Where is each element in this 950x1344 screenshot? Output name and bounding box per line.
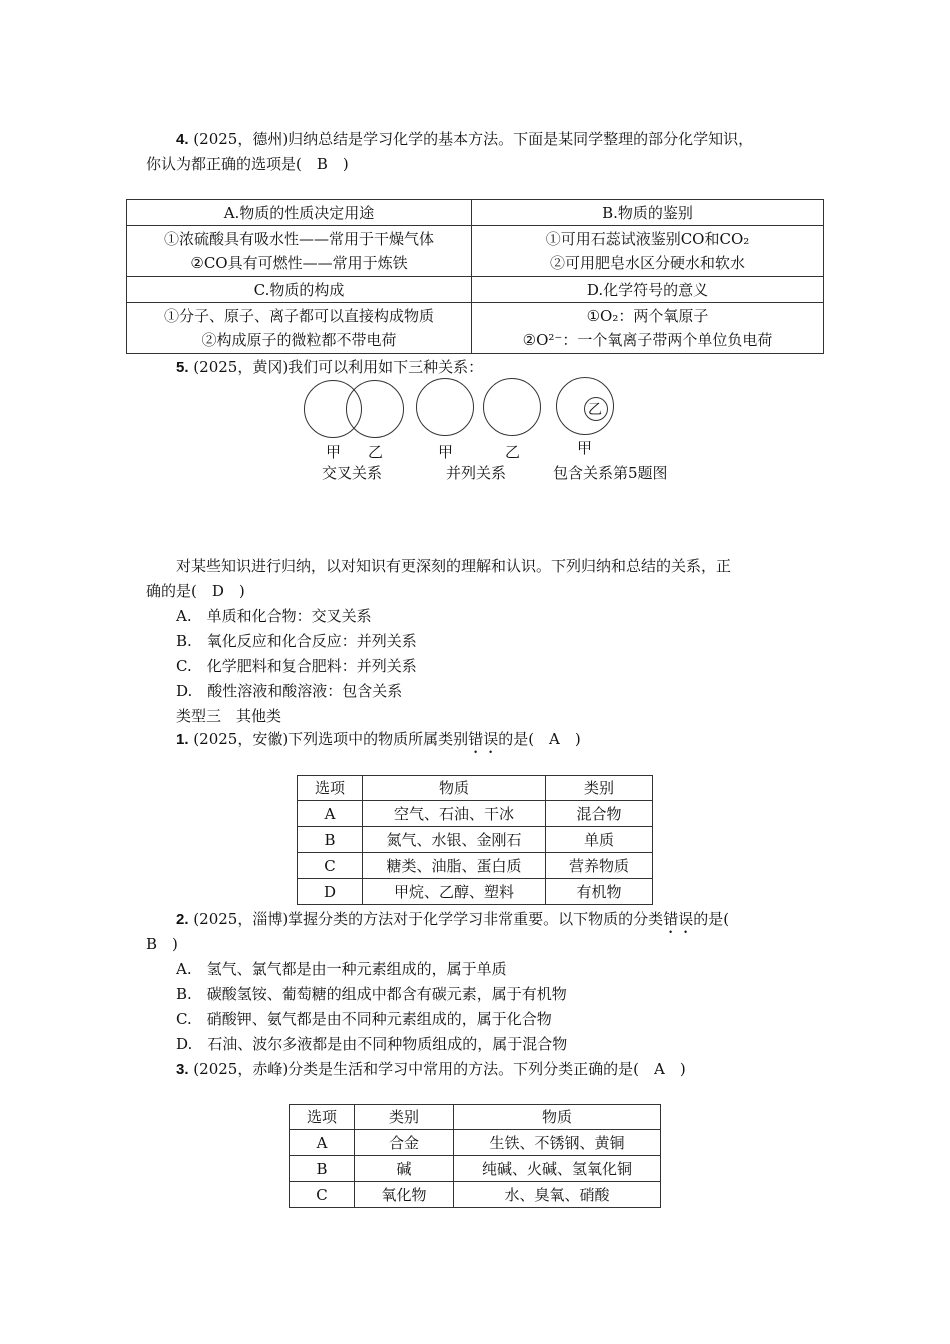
parallel-label-yi: 乙 — [505, 443, 521, 461]
q4-b2: ②可用肥皂水区分硬水和软水 — [549, 254, 745, 272]
s1-r3-substance: 糖类、油脂、蛋白质 — [363, 853, 546, 879]
s3-r2-substance: 纯碱、火碱、氢氧化铜 — [454, 1156, 661, 1182]
s1-r1-option: A — [298, 801, 363, 827]
s3-stem — [176, 1058, 686, 1079]
q4-b1: ①可用石蕊试液鉴别CO和CO₂ — [545, 230, 750, 248]
parallel-circle-jia — [416, 378, 474, 436]
s3-r1-option: A — [290, 1130, 355, 1156]
s3-r2-option: B — [290, 1156, 355, 1182]
q5-option-c: C. 化学肥料和复合肥料：并列关系 — [176, 657, 417, 675]
q4-d1: ①O₂：两个氧原子 — [586, 307, 709, 325]
q4-cell-d-head: D.化学符号的意义 — [472, 277, 824, 303]
parallel-caption: 并列关系 — [446, 464, 507, 482]
s1-stem-post: 的是( A ) — [498, 730, 581, 748]
s1-header-substance: 物质 — [363, 776, 546, 801]
section-heading: 类型三 其他类 — [176, 707, 282, 725]
s1-r2-option: B — [298, 827, 363, 853]
q5-number: 5. — [176, 359, 189, 376]
q5-stem-line1 — [176, 356, 483, 377]
q4-number: 4. — [176, 131, 189, 148]
s1-r1-substance: 空气、石油、干冰 — [363, 801, 546, 827]
cross-caption: 交叉关系 — [322, 464, 383, 482]
s1-r2-category: 单质 — [546, 827, 653, 853]
parallel-label-jia: 甲 — [438, 443, 454, 461]
contain-label-jia: 甲 — [577, 439, 593, 457]
q4-cell-a-body — [127, 226, 472, 277]
q4-knowledge-table — [126, 199, 824, 354]
cross-label-jia: 甲 — [326, 443, 342, 461]
q4-a2: ②CO具有可燃性——常用于炼铁 — [190, 254, 408, 272]
s1-r3-category: 营养物质 — [546, 853, 653, 879]
s3-r3-option: C — [290, 1182, 355, 1208]
s2-option-b: B. 碳酸氢铵、葡萄糖的组成中都含有碳元素，属于有机物 — [176, 985, 567, 1003]
table-row — [290, 1156, 661, 1182]
s3-table — [289, 1104, 661, 1208]
s3-r2-category: 碱 — [355, 1156, 454, 1182]
s1-header-option: 选项 — [298, 776, 363, 801]
s2-option-a: A. 氢气、氯气都是由一种元素组成的，属于单质 — [176, 960, 507, 978]
s2-number: 2. — [176, 911, 189, 928]
q4-stem-text: (2025，德州)归纳总结是学习化学的基本方法。下面是某同学整理的部分化学知识， — [193, 130, 754, 148]
table-row — [290, 1130, 661, 1156]
table-row — [298, 853, 653, 879]
q5-option-b: B. 氧化反应和化合反应：并列关系 — [176, 632, 417, 650]
table-row — [298, 827, 653, 853]
s2-stem-line2: B ) — [146, 935, 178, 953]
table-row — [290, 1182, 661, 1208]
s1-number: 1. — [176, 731, 189, 748]
q5-option-a: A. 单质和化合物：交叉关系 — [176, 607, 372, 625]
q4-stem-line1 — [176, 128, 753, 149]
table-row — [298, 801, 653, 827]
s2-option-c: C. 硝酸钾、氨气都是由不同种元素组成的，属于化合物 — [176, 1010, 552, 1028]
s3-header-substance: 物质 — [454, 1105, 661, 1130]
q5-para-line2: 确的是( D ) — [146, 582, 245, 600]
q4-cell-d-body — [472, 303, 824, 354]
s1-r4-category: 有机物 — [546, 879, 653, 905]
s3-number: 3. — [176, 1061, 189, 1078]
s3-r3-substance: 水、臭氧、硝酸 — [454, 1182, 661, 1208]
s3-r1-category: 合金 — [355, 1130, 454, 1156]
q4-c2: ②构成原子的微粒都不带电荷 — [201, 331, 397, 349]
s2-stem-post: 的是( — [693, 910, 730, 928]
s2-stem-line1 — [176, 908, 729, 937]
contain-caption: 包含关系第5题图 — [553, 464, 668, 482]
q4-stem-line2: 你认为都正确的选项是( B ) — [146, 155, 349, 173]
s1-r1-category: 混合物 — [546, 801, 653, 827]
s1-stem — [176, 728, 581, 757]
q4-c1: ①分子、原子、离子都可以直接构成物质 — [163, 307, 434, 325]
q4-cell-b-body — [472, 226, 824, 277]
q4-cell-c-head: C.物质的构成 — [127, 277, 472, 303]
cross-circle-yi — [346, 380, 404, 438]
q4-a1: ①浓硫酸具有吸水性——常用于干燥气体 — [163, 230, 434, 248]
q5-option-d: D. 酸性溶液和酸溶液：包含关系 — [176, 682, 403, 700]
s1-r2-substance: 氮气、水银、金刚石 — [363, 827, 546, 853]
contain-label-yi: 乙 — [588, 402, 602, 418]
q5-para-line1: 对某些知识进行归纳，以对知识有更深刻的理解和认识。下列归纳和总结的关系，正 — [176, 557, 732, 575]
s3-header-option: 选项 — [290, 1105, 355, 1130]
s3-r1-substance: 生铁、不锈钢、黄铜 — [454, 1130, 661, 1156]
s2-stem-emph: 错误 — [663, 910, 694, 928]
s1-table — [297, 775, 653, 905]
s2-option-d: D. 石油、波尔多液都是由不同种物质组成的，属于混合物 — [176, 1035, 568, 1053]
parallel-circle-yi — [483, 378, 541, 436]
s1-stem-pre: (2025，安徽)下列选项中的物质所属类别 — [193, 730, 469, 748]
s2-stem-pre: (2025，淄博)掌握分类的方法对于化学学习非常重要。以下物质的分类 — [193, 910, 664, 928]
table-row — [298, 879, 653, 905]
s1-header-category: 类别 — [546, 776, 653, 801]
s3-header-category: 类别 — [355, 1105, 454, 1130]
s3-r3-category: 氧化物 — [355, 1182, 454, 1208]
q5-stem-text: (2025，黄冈)我们可以利用如下三种关系： — [193, 358, 484, 376]
s1-r4-option: D — [298, 879, 363, 905]
q4-cell-b-head: B.物质的鉴别 — [472, 200, 824, 226]
s3-stem-text: (2025，赤峰)分类是生活和学习中常用的方法。下列分类正确的是( A ) — [193, 1060, 686, 1078]
q4-cell-a-head: A.物质的性质决定用途 — [127, 200, 472, 226]
s1-r4-substance: 甲烷、乙醇、塑料 — [363, 879, 546, 905]
q4-d2: ②O²⁻：一个氧离子带两个单位负电荷 — [522, 331, 773, 349]
q4-cell-c-body — [127, 303, 472, 354]
s1-r3-option: C — [298, 853, 363, 879]
cross-label-yi: 乙 — [368, 443, 384, 461]
s1-stem-emph: 错误 — [468, 730, 499, 748]
